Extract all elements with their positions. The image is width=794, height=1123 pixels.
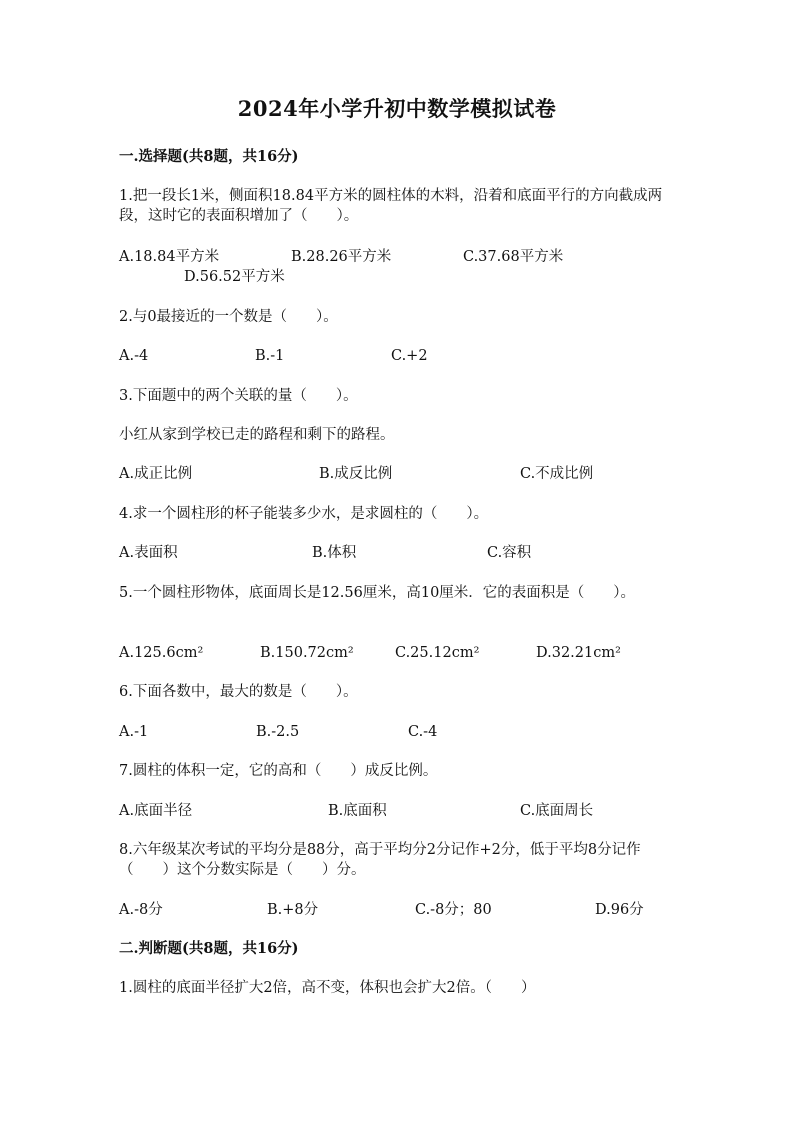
question-4-option-b: B.体积 [312, 545, 357, 561]
question-1-stem: 1.把一段长1米，侧面积18.84平方米的圆柱体的木料，沿着和底面平行的方向截成两段，这时它的表面积增加了（ ）。 [119, 188, 663, 224]
question-8-option-c: C.-8分；80 [415, 902, 492, 918]
question-6-option-c: C.-4 [408, 724, 438, 740]
question-6-option-b: B.-2.5 [256, 724, 300, 740]
judgement-question-1-stem: 1.圆柱的底面半径扩大2倍，高不变，体积也会扩大2倍。（ ） [119, 980, 536, 996]
section-heading-multiple-choice: 一.选择题(共8题，共16分) [119, 148, 299, 165]
question-8-option-a: A.-8分 [119, 902, 163, 918]
question-3-option-c: C.不成比例 [520, 466, 594, 482]
question-7-stem: 7.圆柱的体积一定，它的高和（ ）成反比例。 [119, 763, 438, 779]
question-3-stem: 3.下面题中的两个关联的量（ ）。 [119, 388, 358, 404]
question-2-option-a: A.-4 [119, 348, 149, 364]
question-3-context: 小红从家到学校已走的路程和剩下的路程。 [119, 427, 395, 443]
question-6-option-a: A.-1 [119, 724, 149, 740]
page-title: 2024年小学升初中数学模拟试卷 [237, 96, 557, 121]
question-5-option-d: D.32.21cm² [536, 645, 621, 661]
question-3-option-b: B.成反比例 [319, 466, 393, 482]
question-5-stem: 5.一个圆柱形物体，底面周长是12.56厘米，高10厘米．它的表面积是（ ）。 [119, 585, 636, 601]
question-4-option-c: C.容积 [487, 545, 532, 561]
question-8-stem: 8.六年级某次考试的平均分是88分，高于平均分2分记作+2分，低于平均8分记作（ ）这个分数实际是（ ）分。 [119, 842, 641, 878]
question-5-option-a: A.125.6cm² [119, 645, 204, 661]
question-4-option-a: A.表面积 [119, 545, 178, 561]
question-4-stem: 4.求一个圆柱形的杯子能装多少水，是求圆柱的（ ）。 [119, 506, 489, 522]
question-7-option-c: C.底面周长 [520, 803, 594, 819]
question-2-option-c: C.+2 [391, 348, 428, 364]
question-2-option-b: B.-1 [255, 348, 285, 364]
question-5-option-c: C.25.12cm² [395, 645, 480, 661]
question-1-option-a: A.18.84平方米 [119, 249, 220, 265]
question-2-stem: 2.与0最接近的一个数是（ ）。 [119, 309, 338, 325]
question-7-option-a: A.底面半径 [119, 803, 193, 819]
question-6-stem: 6.下面各数中，最大的数是（ ）。 [119, 684, 358, 700]
question-1-option-c: C.37.68平方米 [463, 249, 564, 265]
question-7-option-b: B.底面积 [328, 803, 387, 819]
question-8-option-d: D.96分 [595, 902, 644, 918]
question-1-option-b: B.28.26平方米 [291, 249, 392, 265]
question-5-option-b: B.150.72cm² [260, 645, 354, 661]
question-1-option-d: D.56.52平方米 [184, 269, 285, 285]
question-3-option-a: A.成正比例 [119, 466, 193, 482]
question-8-option-b: B.+8分 [267, 902, 319, 918]
section-heading-judgement: 二.判断题(共8题，共16分) [119, 940, 299, 957]
